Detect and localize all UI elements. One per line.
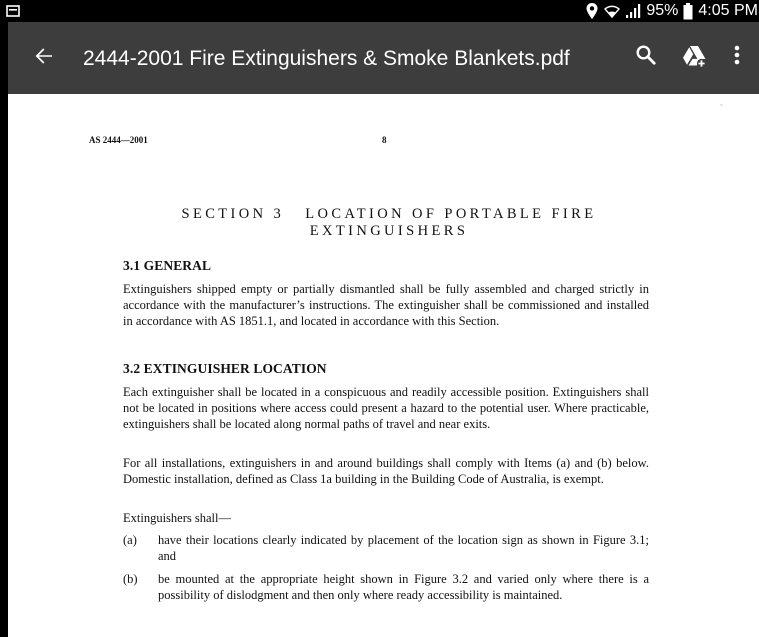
search-icon[interactable] [634, 43, 658, 67]
section-title-line-1: SECTION 3 LOCATION OF PORTABLE FIRE [181, 206, 597, 222]
status-bar [0, 0, 759, 22]
screenshot-icon [6, 4, 20, 18]
page-number: 8 [382, 135, 387, 145]
page-header-standard: AS 2444—2001 [89, 135, 148, 145]
section-title [121, 206, 657, 240]
battery-percent: 95% [646, 2, 679, 19]
location-icon [585, 2, 599, 20]
section-title-line-2: EXTINGUISHERS [309, 223, 469, 239]
list-marker: (b) [123, 572, 138, 586]
paragraph-3-2-a: Each extinguisher shall be located in a conspicuous and readily accessible position. Extinguishers shall not be located in positions where access could present a hazard to the potential user. Where practicable, extinguishers shall be located along normal paths of travel and near exits. [123, 385, 649, 431]
app-bar [8, 22, 759, 94]
battery-icon [683, 3, 693, 20]
lead-in: Extinguishers shall— [123, 511, 231, 525]
heading-3-1: 3.1 GENERAL [123, 258, 212, 273]
signal-icon [625, 3, 641, 19]
back-arrow-icon[interactable] [32, 44, 56, 68]
more-vert-icon[interactable] [727, 43, 747, 67]
list-text: have their locations clearly indicated by placement of the location sign as shown in Figure 3.1; and [158, 533, 649, 563]
pdf-page[interactable] [8, 94, 759, 637]
status-time: 4:05 PM [698, 2, 758, 19]
paragraph-3-2-b: For all installations, extinguishers in and around buildings shall comply with Items (a) and (b) below. Domestic installation, defined as Class 1a building in the Building Code of Australia, is exempt. [123, 456, 649, 486]
heading-3-2: 3.2 EXTINGUISHER LOCATION [123, 361, 327, 376]
drive-add-icon[interactable] [681, 43, 707, 69]
paragraph-3-1: Extinguishers shipped empty or partially dismantled shall be fully assembled and charged strictly in accordance with the manufacturer’s instructions. The extinguisher shall be commissioned and installed in accordance with AS 1851.1, and located in accordance with this Section. [123, 282, 649, 328]
list-text: be mounted at the appropriate height shown in Figure 3.2 and varied only where there is a possibility of dislodgment and then only where ready accessibility is maintained. [158, 572, 649, 602]
wifi-icon [604, 3, 620, 19]
page-artifact [720, 104, 723, 106]
list-marker: (a) [123, 533, 137, 547]
document-title: 2444-2001 Fire Extinguishers & Smoke Blankets.pdf [83, 47, 570, 70]
